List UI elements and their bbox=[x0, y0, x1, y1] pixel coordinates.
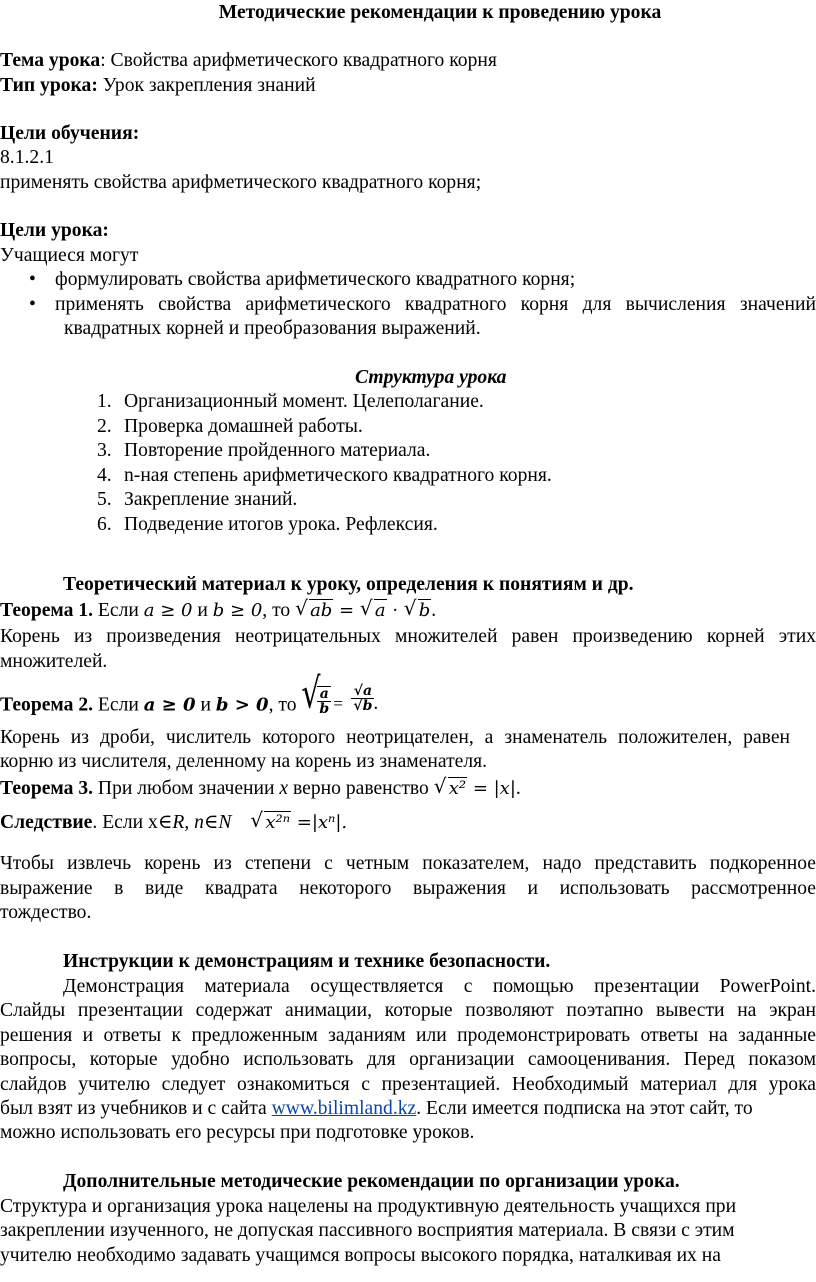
list-item: 1. Организационный момент. Целеполагание. bbox=[97, 391, 484, 412]
list-item: 5. Закрепление знаний. bbox=[97, 489, 298, 510]
sqrt-symbol: √ a bbox=[360, 599, 387, 624]
theorem-2-desc: Корень из дроби, числитель которого неотрицателен, а знаменатель положителен, равен bbox=[0, 727, 790, 748]
lesson-goals-heading: Цели урока: bbox=[0, 220, 109, 241]
demo-line: Демонстрация материала осуществляется с помощью презентации PowerPoint. bbox=[63, 976, 816, 997]
lesson-goals-intro: Учащиеся могут bbox=[0, 245, 139, 266]
theory-heading: Теоретический материал к уроку, определения к понятиям и др. bbox=[63, 574, 634, 595]
list-item: • формулировать свойства арифметического квадратного корня; bbox=[0, 268, 816, 293]
sqrt-symbol: √ ab bbox=[295, 599, 333, 624]
list-item: 4. n-ная степень арифметического квадратного корня. bbox=[97, 464, 552, 486]
demo-line: слайдов учителю следует ознакомиться с презентацией. Необходимый материал для урока bbox=[0, 1074, 816, 1095]
lesson-goals-list bbox=[0, 268, 816, 342]
theorem-3: Теорема 3. При любом значении x верно равенство √ x² = |x|. bbox=[0, 777, 521, 802]
list-item-continuation: квадратных корней и преобразования выражений. bbox=[64, 318, 481, 339]
corollary: Следствие. Если x∈R, n∈N √ x²ⁿ =|xⁿ|. bbox=[0, 811, 347, 836]
sqrt-symbol: √ x²ⁿ bbox=[250, 811, 291, 836]
theorem-1-desc: Корень из произведения неотрицательных множителей равен произведению корней этих bbox=[0, 626, 816, 647]
theory-paragraph-line: выражение в виде квадрата некоторого выражения и использовать рассмотренное bbox=[0, 878, 816, 899]
demo-line: можно использовать его ресурсы при подготовке уроков. bbox=[0, 1122, 475, 1143]
demo-line: Слайды презентации содержат анимации, которые позволяют поэтапно вывести на экран bbox=[0, 1000, 816, 1021]
sqrt-icon: √ bbox=[301, 669, 321, 719]
extra-line: закреплении изученного, не допуская пассивного восприятия материала. В связи с этим bbox=[0, 1220, 735, 1241]
list-item: • применять свойства арифметического квадратного корня для вычисления значений bbox=[0, 293, 816, 318]
extra-line: Структура и организация урока нацелены на продуктивную деятельность учащихся при bbox=[0, 1196, 737, 1217]
sqrt-symbol: √ x² bbox=[434, 777, 467, 802]
theory-paragraph-line: Чтобы извлечь корень из степени с четным показателем, надо представить подкоренное bbox=[0, 853, 816, 874]
learning-goals-code: 8.1.2.1 bbox=[0, 147, 54, 168]
demo-line: был взят из учебников и с сайта www.bilimland.kz . Если имеется подписка на этот сайт, то bbox=[0, 1097, 816, 1122]
extra-heading: Дополнительные методические рекомендации по организации урока. bbox=[63, 1171, 680, 1192]
demo-line: вопросы, которые удобно использовать для организации самооценивания. Перед показом bbox=[0, 1049, 816, 1070]
document-title: Методические рекомендации к проведению урока bbox=[218, 2, 662, 23]
extra-line: учителю необходимо задавать учащимся вопросы высокого порядка, наталкивая их на bbox=[0, 1245, 721, 1266]
demo-line: решения и ответы к предложенным заданиям или продемонстрировать ответы на заданные bbox=[0, 1025, 816, 1046]
theorem-2-desc-cont: корню из числителя, деленному на корень из знаменателя. bbox=[0, 751, 488, 772]
bullet-icon: • bbox=[29, 269, 36, 290]
demo-heading: Инструкции к демонстрациям и технике безопасности. bbox=[63, 951, 551, 972]
bullet-icon: • bbox=[29, 293, 36, 315]
learning-goals-text: применять свойства арифметического квадратного корня; bbox=[0, 172, 482, 193]
lesson-type: Тип урока: Урок закрепления знаний bbox=[0, 75, 316, 96]
theory-paragraph-line: тождество. bbox=[0, 902, 92, 923]
list-item: 2. Проверка домашней работы. bbox=[97, 415, 363, 437]
lesson-topic: Тема урока: Свойства арифметического квадратного корня bbox=[0, 50, 497, 71]
fraction-formula: √ $\frac{a}{b}$ = $\frac{√a}{√b}$ . bbox=[301, 669, 379, 719]
theorem-1-desc-cont: множителей. bbox=[0, 651, 108, 672]
structure-list bbox=[0, 390, 816, 537]
list-item: 3. Повторение пройденного материала. bbox=[97, 440, 431, 461]
theorem-2: Теорема 2. Если a ≥ 0 и b > 0, то √ $\frac{a}{b}$ = $\frac{√a}{√b}$ . bbox=[0, 686, 379, 720]
sqrt-symbol: √ b bbox=[404, 599, 432, 624]
bilimland-link[interactable]: www.bilimland.kz bbox=[271, 1098, 417, 1119]
learning-goals-heading: Цели обучения: bbox=[0, 123, 140, 144]
theorem-1: Теорема 1. Если a ≥ 0 и b ≥ 0, то √ ab = √ a · √ b. bbox=[0, 599, 436, 624]
structure-heading: Структура урока bbox=[355, 367, 507, 388]
list-item: 6. Подведение итогов урока. Рефлексия. bbox=[97, 513, 438, 535]
